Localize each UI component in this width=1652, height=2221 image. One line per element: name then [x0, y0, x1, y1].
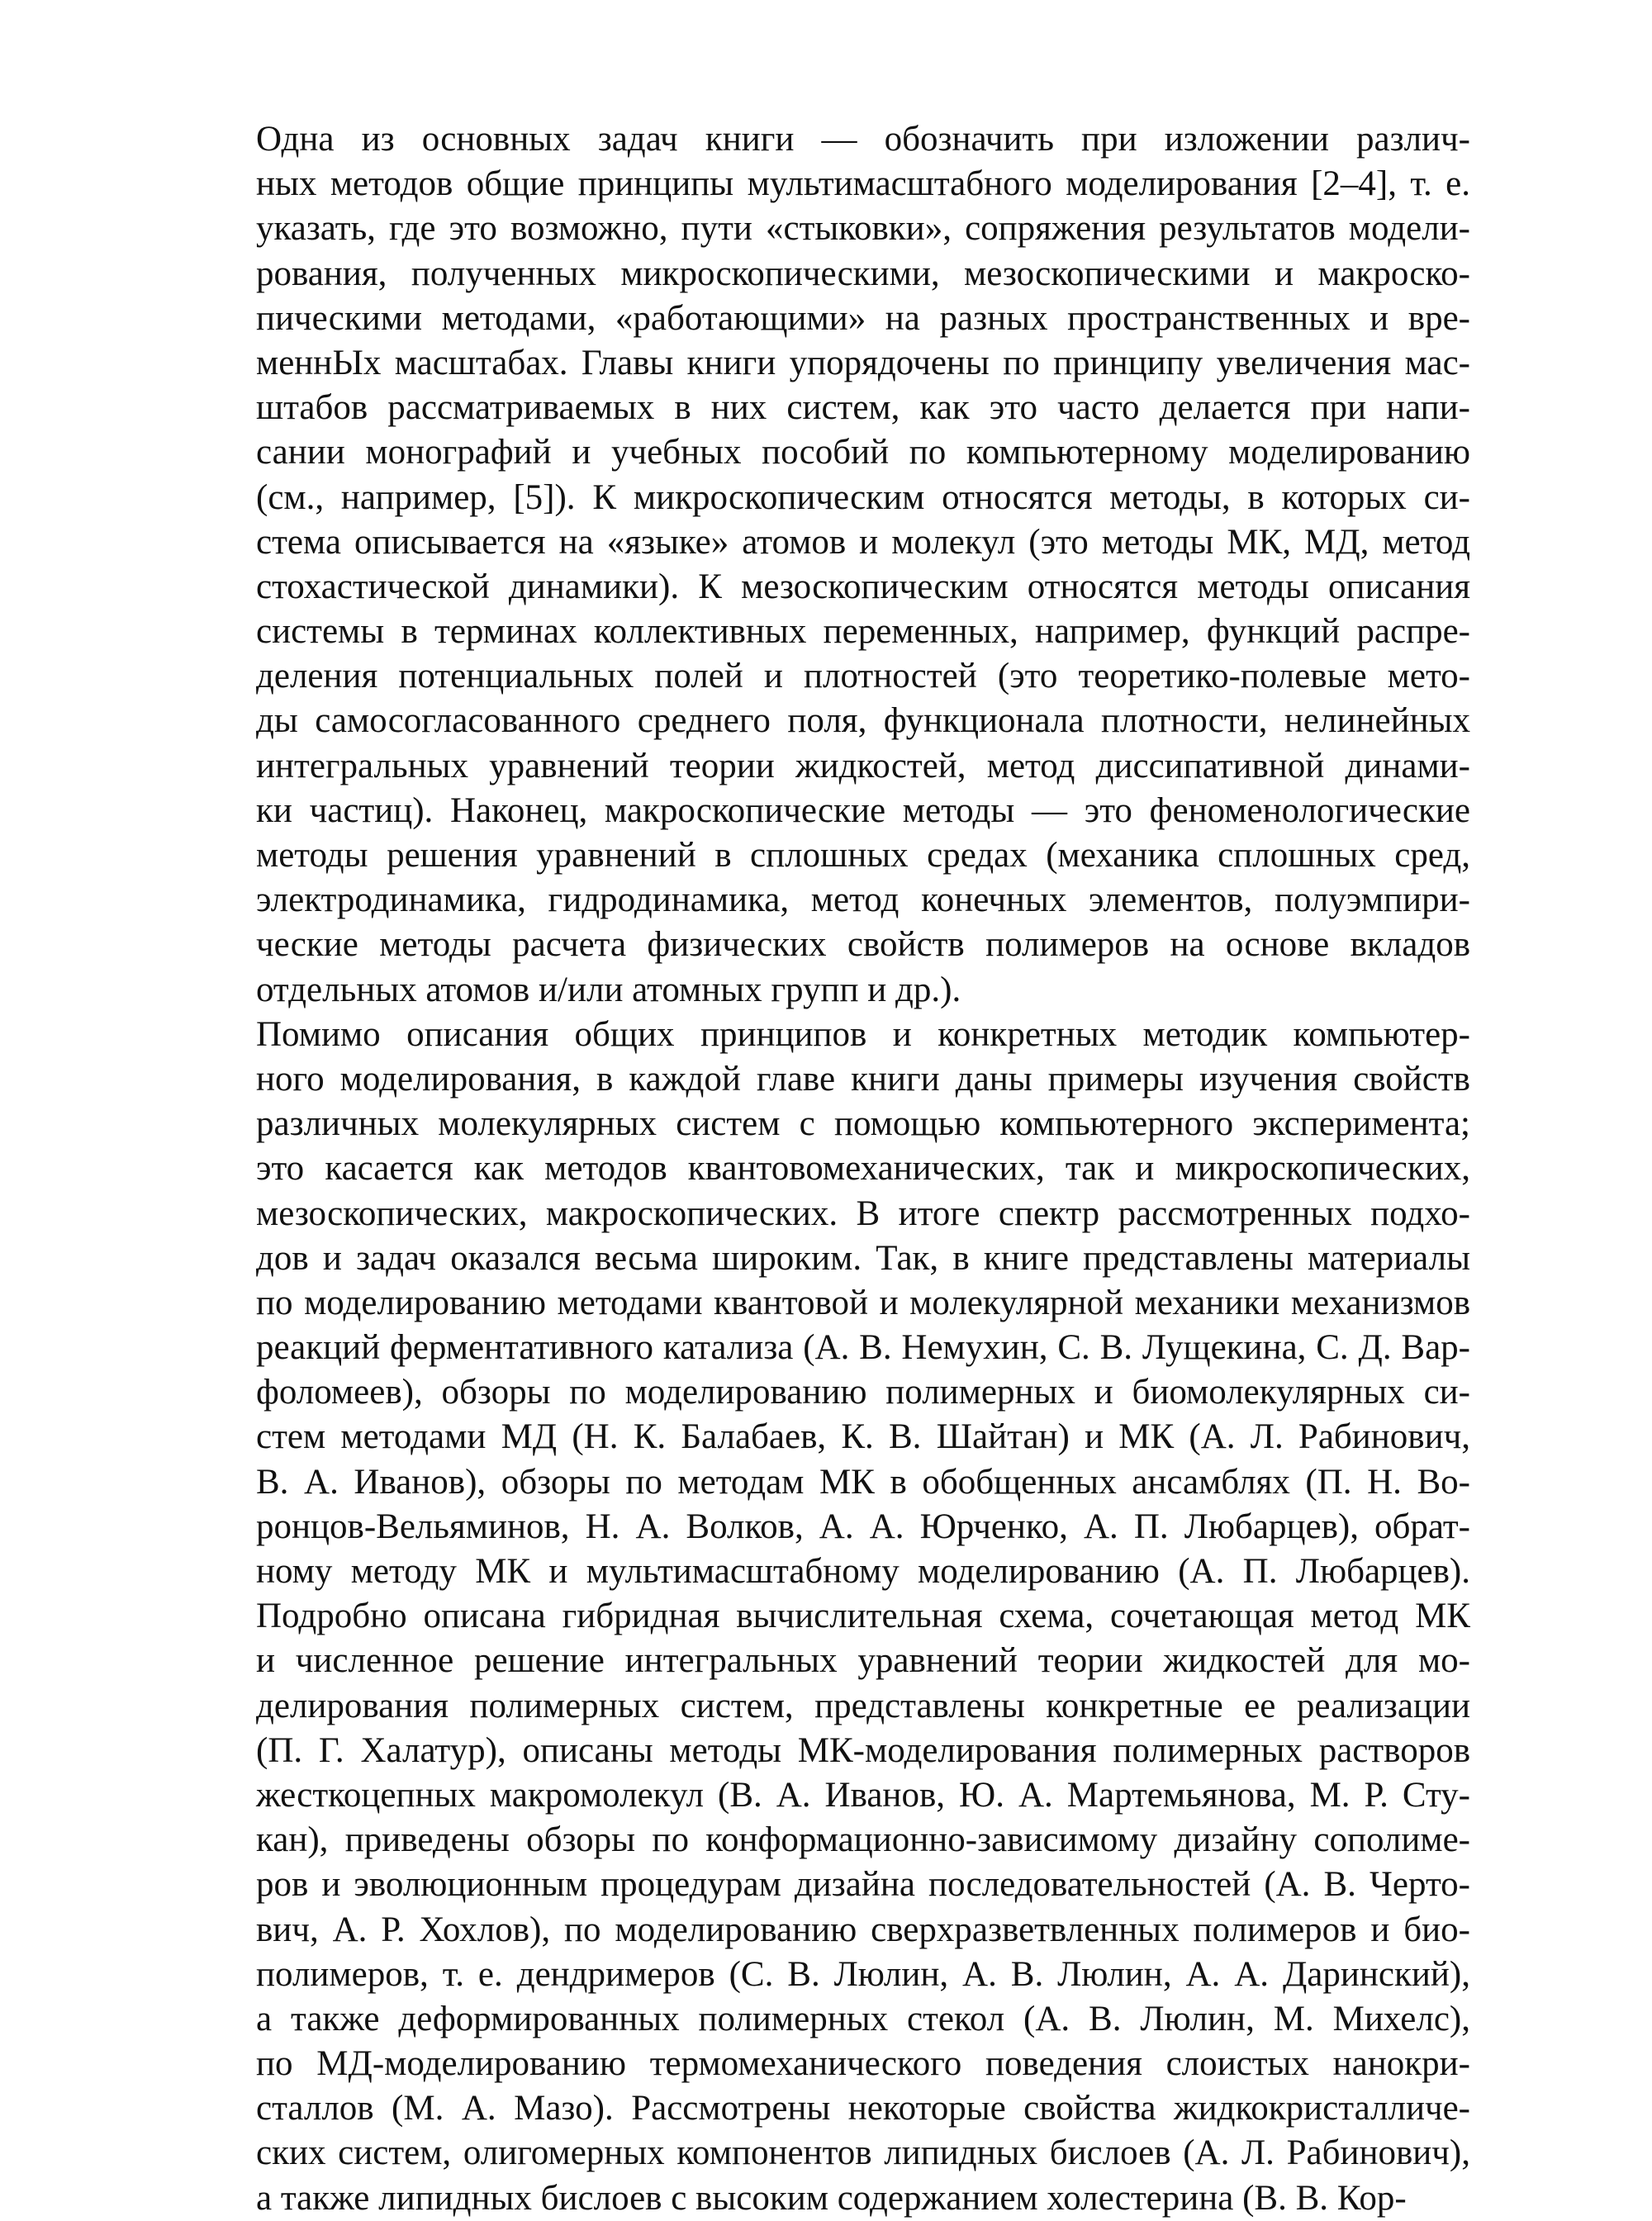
text-line: вич, А. Р. Хохлов), по моделированию сверхразветвленных полимеров и био- — [256, 1910, 1470, 1949]
text-line: Помимо описания общих принципов и конкретных методик компьютер- — [256, 1014, 1470, 1054]
text-line: Одна из основных задач книги — обозначить при изложении различ- — [256, 120, 1470, 159]
text-line: пическими методами, «работающими» на разных пространственных и вре- — [256, 298, 1470, 338]
text-line: В. А. Иванов), обзоры по методам МК в обобщенных ансамблях (П. Н. Во- — [256, 1462, 1470, 1502]
text-line: штабов рассматриваемых в них систем, как это часто делается при напи- — [256, 388, 1470, 428]
text-line: ки частиц). Наконец, макроскопические методы — это феноменологические — [256, 790, 1470, 830]
text-line: различных молекулярных систем с помощью компьютерного эксперимента; — [256, 1104, 1470, 1144]
text-line: ному методу МК и мультимасштабному моделированию (А. П. Любарцев). — [256, 1552, 1470, 1591]
text-line: сании монографий и учебных пособий по компьютерному моделированию — [256, 433, 1470, 472]
paragraph-2 — [178, 1013, 1470, 2221]
text-line: рования, полученных микроскопическими, мезоскопическими и макроско- — [256, 254, 1470, 293]
text-line: деления потенциальных полей и плотностей (это теоретико-полевые мето- — [256, 657, 1470, 696]
text-line: стема описывается на «языке» атомов и молекул (это методы МК, МД, метод — [256, 522, 1470, 562]
text-line: а также липидных бислоев с высоким содержанием холестерина (В. В. Кор- — [256, 2178, 1407, 2218]
text-line: кан), приведены обзоры по конформационно-зависимому дизайну сополиме- — [256, 1820, 1470, 1860]
text-line: (см., например, [5]). К микроскопическим относятся методы, в которых си- — [256, 477, 1470, 517]
text-line: Подробно описана гибридная вычислительная схема, сочетающая метод МК — [256, 1597, 1470, 1636]
text-line: методы решения уравнений в сплошных средах (механика сплошных сред, — [256, 836, 1470, 875]
text-line: стем методами МД (Н. К. Балабаев, К. В. Шайтан) и МК (А. Л. Рабинович, — [256, 1417, 1470, 1457]
text-line: по моделированию методами квантовой и молекулярной механики механизмов — [256, 1283, 1470, 1322]
text-line: дов и задач оказался весьма широким. Так, в книге представлены материалы — [256, 1238, 1470, 1278]
text-line: мезоскопических, макроскопических. В итоге спектр рассмотренных подхо- — [256, 1194, 1470, 1233]
text-line: ских систем, олигомерных компонентов липидных бислоев (А. Л. Рабинович), — [256, 2133, 1470, 2173]
text-line: фоломеев), обзоры по моделированию полимерных и биомолекулярных си- — [256, 1373, 1470, 1412]
text-line: реакций ферментативного катализа (А. В. Немухин, С. В. Лущекина, С. Д. Вар- — [256, 1328, 1470, 1368]
text-line: ды самосогласованного среднего поля, функционала плотности, нелинейных — [256, 701, 1470, 741]
text-line: сталлов (М. А. Мазо). Рассмотрены некоторые свойства жидкокристалличе- — [256, 2089, 1470, 2128]
text-line: (П. Г. Халатур), описаны методы МК-моделирования полимерных растворов — [256, 1730, 1470, 1770]
paragraph-1 — [178, 117, 1470, 1013]
text-line: а также деформированных полимерных стекол (А. В. Люлин, М. Михелс), — [256, 1999, 1470, 2038]
text-line: электродинамика, гидродинамика, метод конечных элементов, полуэмпири- — [256, 880, 1470, 920]
text-line: ронцов-Вельяминов, Н. А. Волков, А. А. Юрченко, А. П. Любарцев), обрат- — [256, 1507, 1470, 1546]
text-line: жесткоцепных макромолекул (В. А. Иванов, Ю. А. Мартемьянова, М. Р. Сту- — [256, 1775, 1470, 1815]
text-line: по МД-моделированию термомеханического поведения слоистых нанокри- — [256, 2044, 1470, 2084]
text-line: указать, где это возможно, пути «стыковки», сопряжения результатов модели- — [256, 209, 1470, 249]
text-line: ного моделирования, в каждой главе книги даны примеры изучения свойств — [256, 1059, 1470, 1099]
text-line: ров и эволюционным процедурам дизайна последовательностей (А. В. Черто- — [256, 1865, 1470, 1905]
text-line: стохастической динамики). К мезоскопическим относятся методы описания — [256, 567, 1470, 606]
text-line: отдельных атомов и/или атомных групп и др.). — [256, 970, 961, 1009]
text-line: системы в терминах коллективных переменных, например, функций распре- — [256, 612, 1470, 652]
text-line: ных методов общие принципы мультимасштабного моделирования [2–4], т. е. — [256, 164, 1470, 204]
text-line: и численное решение интегральных уравнений теории жидкостей для мо- — [256, 1641, 1470, 1681]
text-line: меннЫх масштабах. Главы книги упорядочены по принципу увеличения мас- — [256, 343, 1470, 382]
text-line: интегральных уравнений теории жидкостей, метод диссипативной динами- — [256, 746, 1470, 785]
text-line: это касается как методов квантовомеханических, так и микроскопических, — [256, 1149, 1470, 1189]
text-line: ческие методы расчета физических свойств полимеров на основе вкладов — [256, 925, 1470, 965]
text-line: делирования полимерных систем, представлены конкретные ее реализации — [256, 1686, 1470, 1725]
page-body — [178, 117, 1470, 2221]
text-line: полимеров, т. е. дендримеров (С. В. Люлин, А. В. Люлин, А. А. Даринский), — [256, 1954, 1470, 1994]
